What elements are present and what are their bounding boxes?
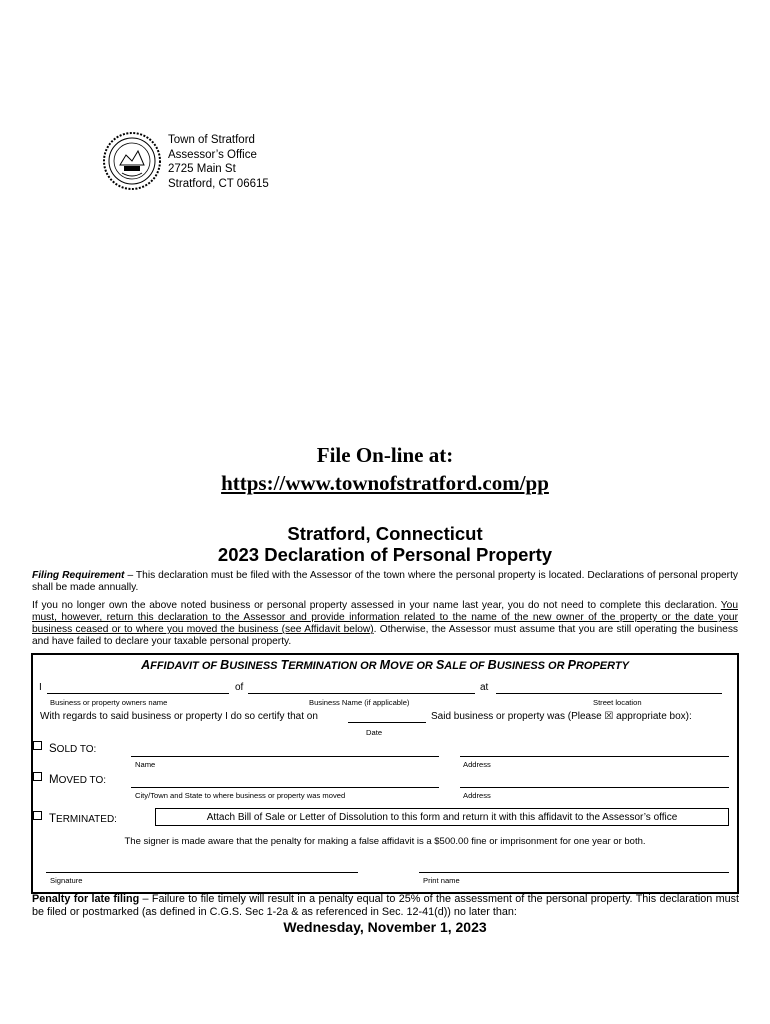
moved-to-label: MOVED TO: bbox=[49, 774, 107, 786]
i-label: I bbox=[39, 682, 42, 693]
date-caption: Date bbox=[366, 728, 383, 737]
owner-name-caption: Business or property owners name bbox=[50, 698, 168, 707]
no-longer-own-text: If you no longer own the above noted business or personal property assessed in your name last year, you do not need to complete this declaration. bbox=[32, 600, 721, 611]
moved-to-address-field[interactable] bbox=[460, 787, 729, 788]
signature-caption: Signature bbox=[50, 876, 83, 885]
sold-to-checkbox[interactable] bbox=[33, 741, 42, 750]
print-name-field[interactable] bbox=[419, 872, 729, 873]
moved-to-checkbox[interactable] bbox=[33, 772, 42, 781]
owner-name-field[interactable] bbox=[47, 693, 229, 694]
business-name-caption: Business Name (if applicable) bbox=[309, 698, 410, 707]
print-name-caption: Print name bbox=[423, 876, 460, 885]
city-state-caption: City/Town and State to where business or property was moved bbox=[135, 791, 346, 800]
street-location-caption: Street location bbox=[593, 698, 642, 707]
must-return-text: You must, however, return this declaration to the Assessor and provide information related to the name of the new owner of the property or the date your business ceased or to where you moved the business (see Affidavit below) bbox=[32, 600, 738, 635]
no-longer-own-paragraph bbox=[32, 600, 738, 648]
office-dept: Assessor’s Office bbox=[168, 148, 257, 161]
business-name-field[interactable] bbox=[248, 693, 475, 694]
sold-to-label: SOLD TO: bbox=[49, 743, 97, 755]
penalty-paragraph bbox=[32, 893, 739, 919]
street-location-field[interactable] bbox=[496, 693, 722, 694]
at-label: at bbox=[480, 682, 489, 693]
name-caption: Name bbox=[135, 760, 156, 769]
terminated-checkbox[interactable] bbox=[33, 811, 42, 820]
filing-deadline: Wednesday, November 1, 2023 bbox=[283, 919, 487, 935]
signature-field[interactable] bbox=[46, 872, 358, 873]
date-field[interactable] bbox=[348, 722, 426, 723]
filing-requirement-text: – This declaration must be filed with the Assessor of the town where the personal property is located. Declarations of personal property shall be made annually. bbox=[32, 570, 738, 593]
false-affidavit-warning: The signer is made aware that the penalty for making a false affidavit is a $500.00 fine or imprisonment for one year or both. bbox=[124, 836, 646, 847]
affidavit-box bbox=[31, 653, 739, 894]
penalty-label: Penalty for late filing bbox=[32, 893, 140, 905]
attach-bill-of-sale-note: Attach Bill of Sale or Letter of Dissolution to this form and return it with this affidavit to the Assessor’s office bbox=[155, 808, 729, 826]
document-title: 2023 Declaration of Personal Property bbox=[217, 544, 553, 565]
office-city: Stratford, CT 06615 bbox=[168, 177, 269, 190]
document-title-location: Stratford, Connecticut bbox=[287, 523, 483, 544]
assume-operating-text: . Otherwise, the Assessor must assume that you are still operating the business and have failed to declare your taxable personal property. bbox=[32, 624, 739, 647]
moved-to-city-field[interactable] bbox=[131, 787, 439, 788]
sold-to-address-field[interactable] bbox=[460, 756, 729, 757]
town-seal-icon bbox=[102, 131, 162, 191]
said-business-text: Said business or property was (Please ☒ appropriate box): bbox=[431, 711, 692, 722]
office-address bbox=[168, 133, 269, 191]
terminated-label: TERMINATED: bbox=[49, 813, 117, 825]
file-online-link[interactable]: https://www.townofstratford.com/pp bbox=[221, 471, 549, 495]
certify-text: With regards to said business or property I do so certify that on bbox=[40, 711, 318, 722]
address-caption-2: Address bbox=[463, 791, 491, 800]
sold-to-name-field[interactable] bbox=[131, 756, 439, 757]
office-street: 2725 Main St bbox=[168, 163, 236, 175]
of-label: of bbox=[235, 682, 244, 693]
filing-requirement-paragraph bbox=[32, 570, 738, 594]
affidavit-title: AFFIDAVIT OF BUSINESS TERMINATION OR MOVE OR SALE OF BUSINESS OR PROPERTY bbox=[141, 658, 629, 672]
penalty-text: – Failure to file timely will result in a penalty equal to 25% of the assessment of the personal property. This declaration must be filed or postmarked (as defined in C.G.S. Sec 1-2a & as referenced in Sec. 12-41(d)) no later than: bbox=[32, 893, 739, 918]
filing-requirement-label: Filing Requirement bbox=[32, 570, 125, 581]
office-name: Town of Stratford bbox=[168, 134, 255, 146]
address-caption: Address bbox=[463, 760, 491, 769]
file-online-heading: File On-line at: bbox=[316, 443, 454, 467]
